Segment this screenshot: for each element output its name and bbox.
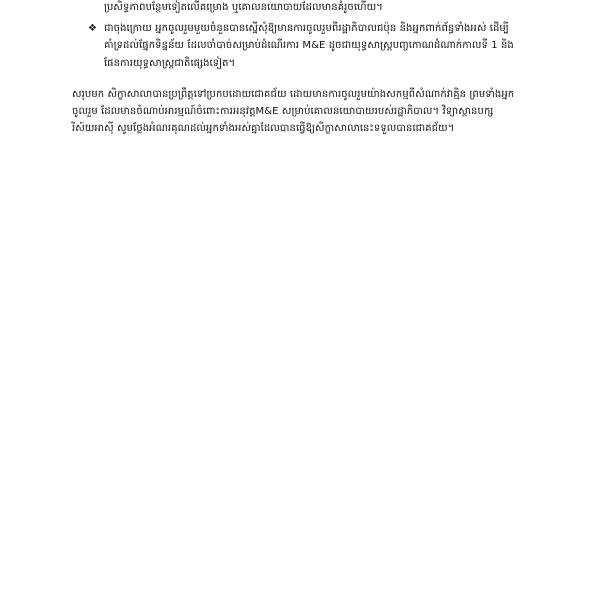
bullet-item-line-2: គាំទ្រដល់ផ្នែកទិន្នន័យ ដែលចាំបាច់សម្រាប់ដំណើរការ M&E ដូចជាយុទ្ធសាស្ត្របញ្ចកោណដំណាក់កាលទី 1 និង bbox=[104, 40, 514, 51]
bullet-item-line-3: ផែនការយុទ្ធសាស្ត្រជាតិផ្សេងទៀត។ bbox=[104, 58, 236, 69]
diamond-bullet-icon: ❖ bbox=[88, 23, 97, 34]
conclusion-line-3: រិស៍យអាស៊ី សូមថ្លែងអំណរគុណដល់អ្នកទាំងអស់គ្នាដែលបានធ្វើឱ្យសិក្ខាសាលានេះទទួលបានជោគជ័យ។ bbox=[72, 123, 455, 134]
bullet-item-line-1: ជាចុងក្រោយ អ្នកចូលរួមមួយចំនួនបានស្នើសុំឱ្យមានការចូលរួមពីរដ្ឋាភិបាលជប៉ុន និងអ្នកពាក់ព័ន្ធទាំងអស់ ដើម្បី bbox=[104, 23, 509, 34]
conclusion-line-1: សរុបមក សិក្ខាសាលាបានប្រព្រឹត្តទៅប្រកបដោយជោគជ័យ ដោយមានការចូលរួមយ៉ាងសកម្មពីសំណាក់វាគ្មិន ព្រមទាំងអ្នក bbox=[72, 89, 515, 100]
bullet-continuation-line: ប្រសិទ្ធភាពបន្ថែមទៀតលើគម្រោង ឬគោលនយោបាយដែលមានគំរូចហើយ។ bbox=[104, 2, 383, 13]
conclusion-line-2: ចូលរួម ដែលមានចំណាប់អារម្មណ៍ចំពោះការអនុវត្តM&E សម្រាប់គោលនយោបាយរបស់រដ្ឋាភិបាល។ វិទ្យាស្ថានបក្ស bbox=[72, 106, 494, 117]
